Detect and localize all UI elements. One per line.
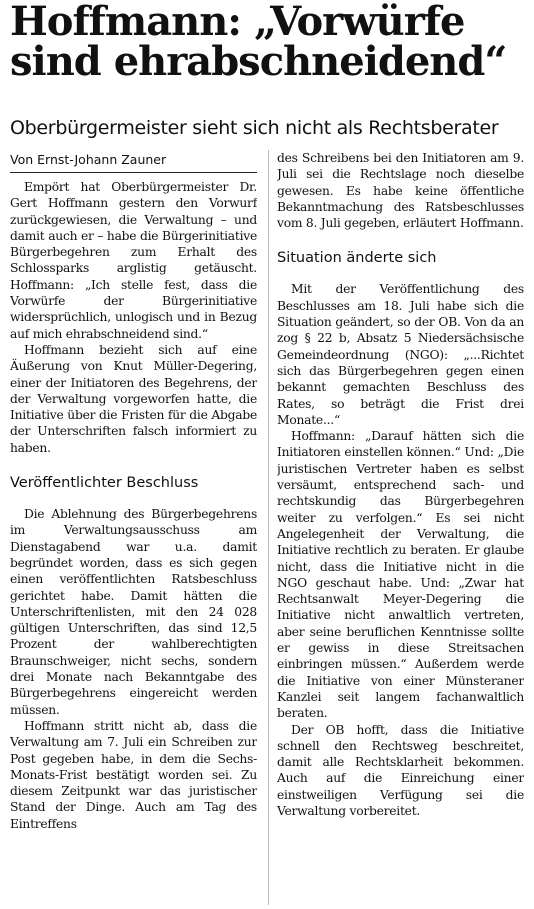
subheadline: Oberbürgermeister sieht sich nicht als Rechtsberater bbox=[10, 117, 499, 139]
paragraph: Hoffmann stritt nicht ab, dass die Verwaltung am 7. Juli ein Schreiben zur Post gegeben habe, in dem die Sechs-Monats-Frist bestätigt worden sei. Zu diesem Zeitpunkt war das juristischer Stand der Dinge. Auch am Tag des Eintreffens bbox=[10, 718, 257, 831]
byline: Von Ernst-Johann Zauner bbox=[10, 150, 257, 173]
paragraph: des Schreibens bei den Initiatoren am 9. Juli sei die Rechtslage noch dieselbe gewesen. Es habe keine öffentliche Bekanntmachung des Ratsbeschlusses vom 8. Juli gegeben, erläutert Hoffmann. bbox=[277, 151, 524, 231]
paragraph: Empört hat Oberbürgermeister Dr. Gert Hoffmann gestern den Vorwurf zurückgewiesen, die Verwaltung – und damit auch er – habe die Bürgerinitiative Bürgerbegehren zum Erhalt des Schlossparks arglistig getäuscht. Hoffmann: „Ich stelle fest, dass die Vorwürfe der Bürgerinitiative widersprüchlich, unlogisch und in Bezug auf mich ehrabschneidend sind.“ bbox=[10, 180, 257, 341]
headline-line-2: sind ehrabschneidend“ bbox=[10, 38, 507, 85]
article-column-left bbox=[10, 150, 257, 905]
paragraph: Hoffmann bezieht sich auf eine Äußerung von Knut Müller-Degering, einer der Initiatoren des Begehrens, der der Verwaltung vorgeworfen hatte, die Initiative über die Fristen für die Abgabe der Unterschriften falsch informiert zu haben. bbox=[10, 342, 257, 455]
column-divider bbox=[268, 150, 269, 905]
paragraph: Mit der Veröffentlichung des Beschlusses am 18. Juli habe sich die Situation geändert, so der OB. Von da an zog § 22 b, Absatz 5 Niedersächsische Gemeindeordnung (NGO): „...Richtet sich das Bürgerbegehren gegen einen bekannt gemachten Beschluss des Rates, so beträgt die Frist drei Monate...“ bbox=[277, 282, 524, 427]
section-heading: Situation änderte sich bbox=[277, 250, 437, 267]
paragraph: Die Ablehnung des Bürgerbegehrens im Verwaltungsausschuss am Dienstagabend war u.a. damit begründet worden, dass es sich gegen einen veröffentlichten Ratsbeschluss gerichtet habe. Damit hätten die Unterschriftenlisten, mit den 24 028 gültigen Unterschriften, das sind 12,5 Prozent der wahlberechtigten Braunschweiger, nicht sechs, sondern drei Monate nach Bekanntgabe des Bürgerbegehrens eingereicht werden müssen. bbox=[10, 507, 257, 717]
article-column-right bbox=[277, 150, 524, 905]
paragraph: Hoffmann: „Darauf hätten sich die Initiatoren einstellen können.“ Und: „Die juristischen Vertreter haben es selbst versäumt, entsprechend sach- und rechtskundig das Bürgerbegehren weiter zu verfolgen.“ Es sei nicht Angelegenheit der Verwaltung, die Initiative rechtlich zu beraten. Er glaube nicht, dass die Initiative nicht in die NGO geschaut habe. Und: „Zwar hat Rechtsanwalt Meyer-Degering die Initiative nicht anwaltlich vertreten, aber seine beruflichen Kenntnisse sollte er gewiss in diese Streitsachen einbringen müssen.“ Außerdem werde die Initiative von einer Münsteraner Kanzlei seit langem fachanwaltlich beraten. bbox=[277, 429, 524, 721]
headline bbox=[10, 0, 530, 85]
headline-line-1: Hoffmann: „Vorwürfe bbox=[10, 0, 465, 45]
section-heading: Veröffentlichter Beschluss bbox=[10, 475, 199, 492]
paragraph: Der OB hofft, dass die Initiative schnell den Rechtsweg beschreitet, damit alle Rechtsklarheit bekommen. Auch auf die Einreichung einer einstweiligen Verfügung sei die Verwaltung vorbereitet. bbox=[277, 722, 524, 818]
